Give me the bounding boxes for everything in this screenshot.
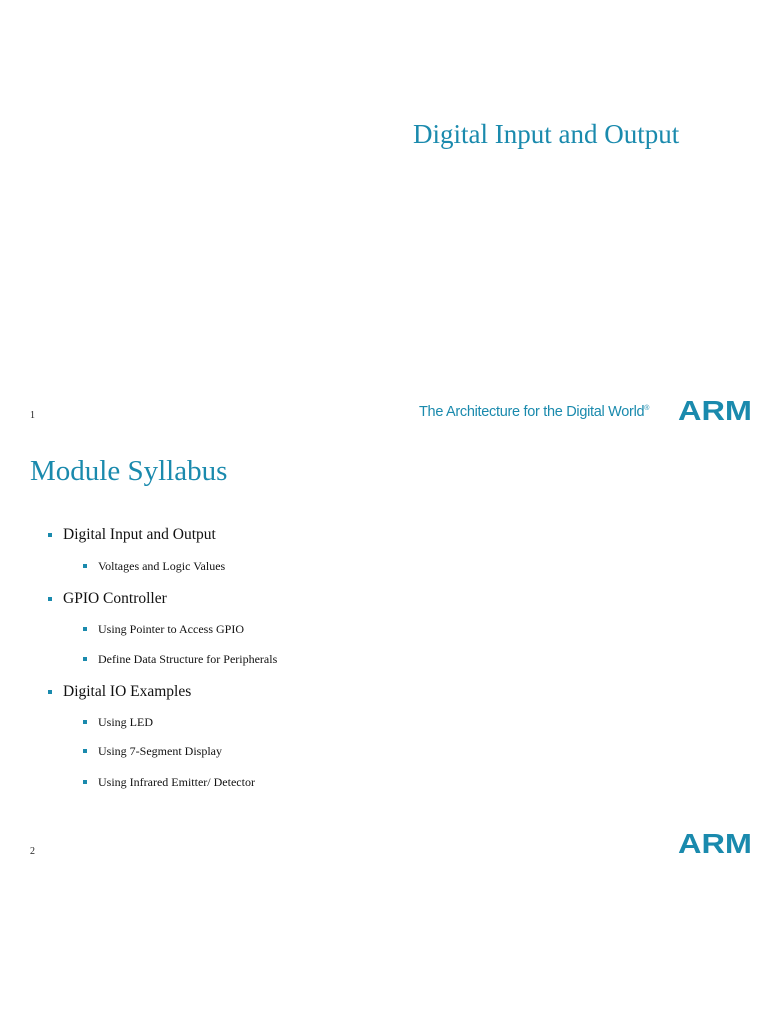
bullet-icon [83, 627, 87, 631]
bullet-icon [48, 597, 52, 601]
list-item: Using Infrared Emitter/ Detector [98, 775, 255, 790]
slide-1 [0, 0, 768, 432]
list-item: Using LED [98, 715, 153, 730]
list-item: Using 7-Segment Display [98, 744, 222, 759]
bullet-icon [83, 780, 87, 784]
list-item: Digital IO Examples [63, 683, 191, 701]
bullet-icon [83, 657, 87, 661]
list-item: Digital Input and Output [63, 526, 216, 544]
bullet-icon [83, 749, 87, 753]
page-number: 1 [30, 410, 35, 421]
bullet-icon [48, 690, 52, 694]
bullet-icon [83, 564, 87, 568]
registered-mark: ® [644, 405, 650, 412]
page-number: 2 [30, 846, 35, 857]
arm-logo-text: ARM [678, 398, 752, 422]
list-item: Using Pointer to Access GPIO [98, 622, 244, 637]
tagline-text: The Architecture for the Digital World [419, 404, 645, 420]
tagline [419, 404, 649, 420]
syllabus-list [0, 432, 768, 832]
list-item: Define Data Structure for Peripherals [98, 652, 277, 667]
list-item: GPIO Controller [63, 590, 167, 608]
list-item: Voltages and Logic Values [98, 559, 225, 574]
arm-logo [678, 398, 752, 422]
bullet-icon [48, 533, 52, 537]
bullet-icon [83, 720, 87, 724]
slide-2 [0, 432, 768, 864]
slide-title: Module Syllabus [30, 455, 228, 487]
arm-logo [678, 831, 752, 855]
slide-title: Digital Input and Output [413, 119, 680, 149]
arm-logo-text: ARM [678, 831, 752, 855]
